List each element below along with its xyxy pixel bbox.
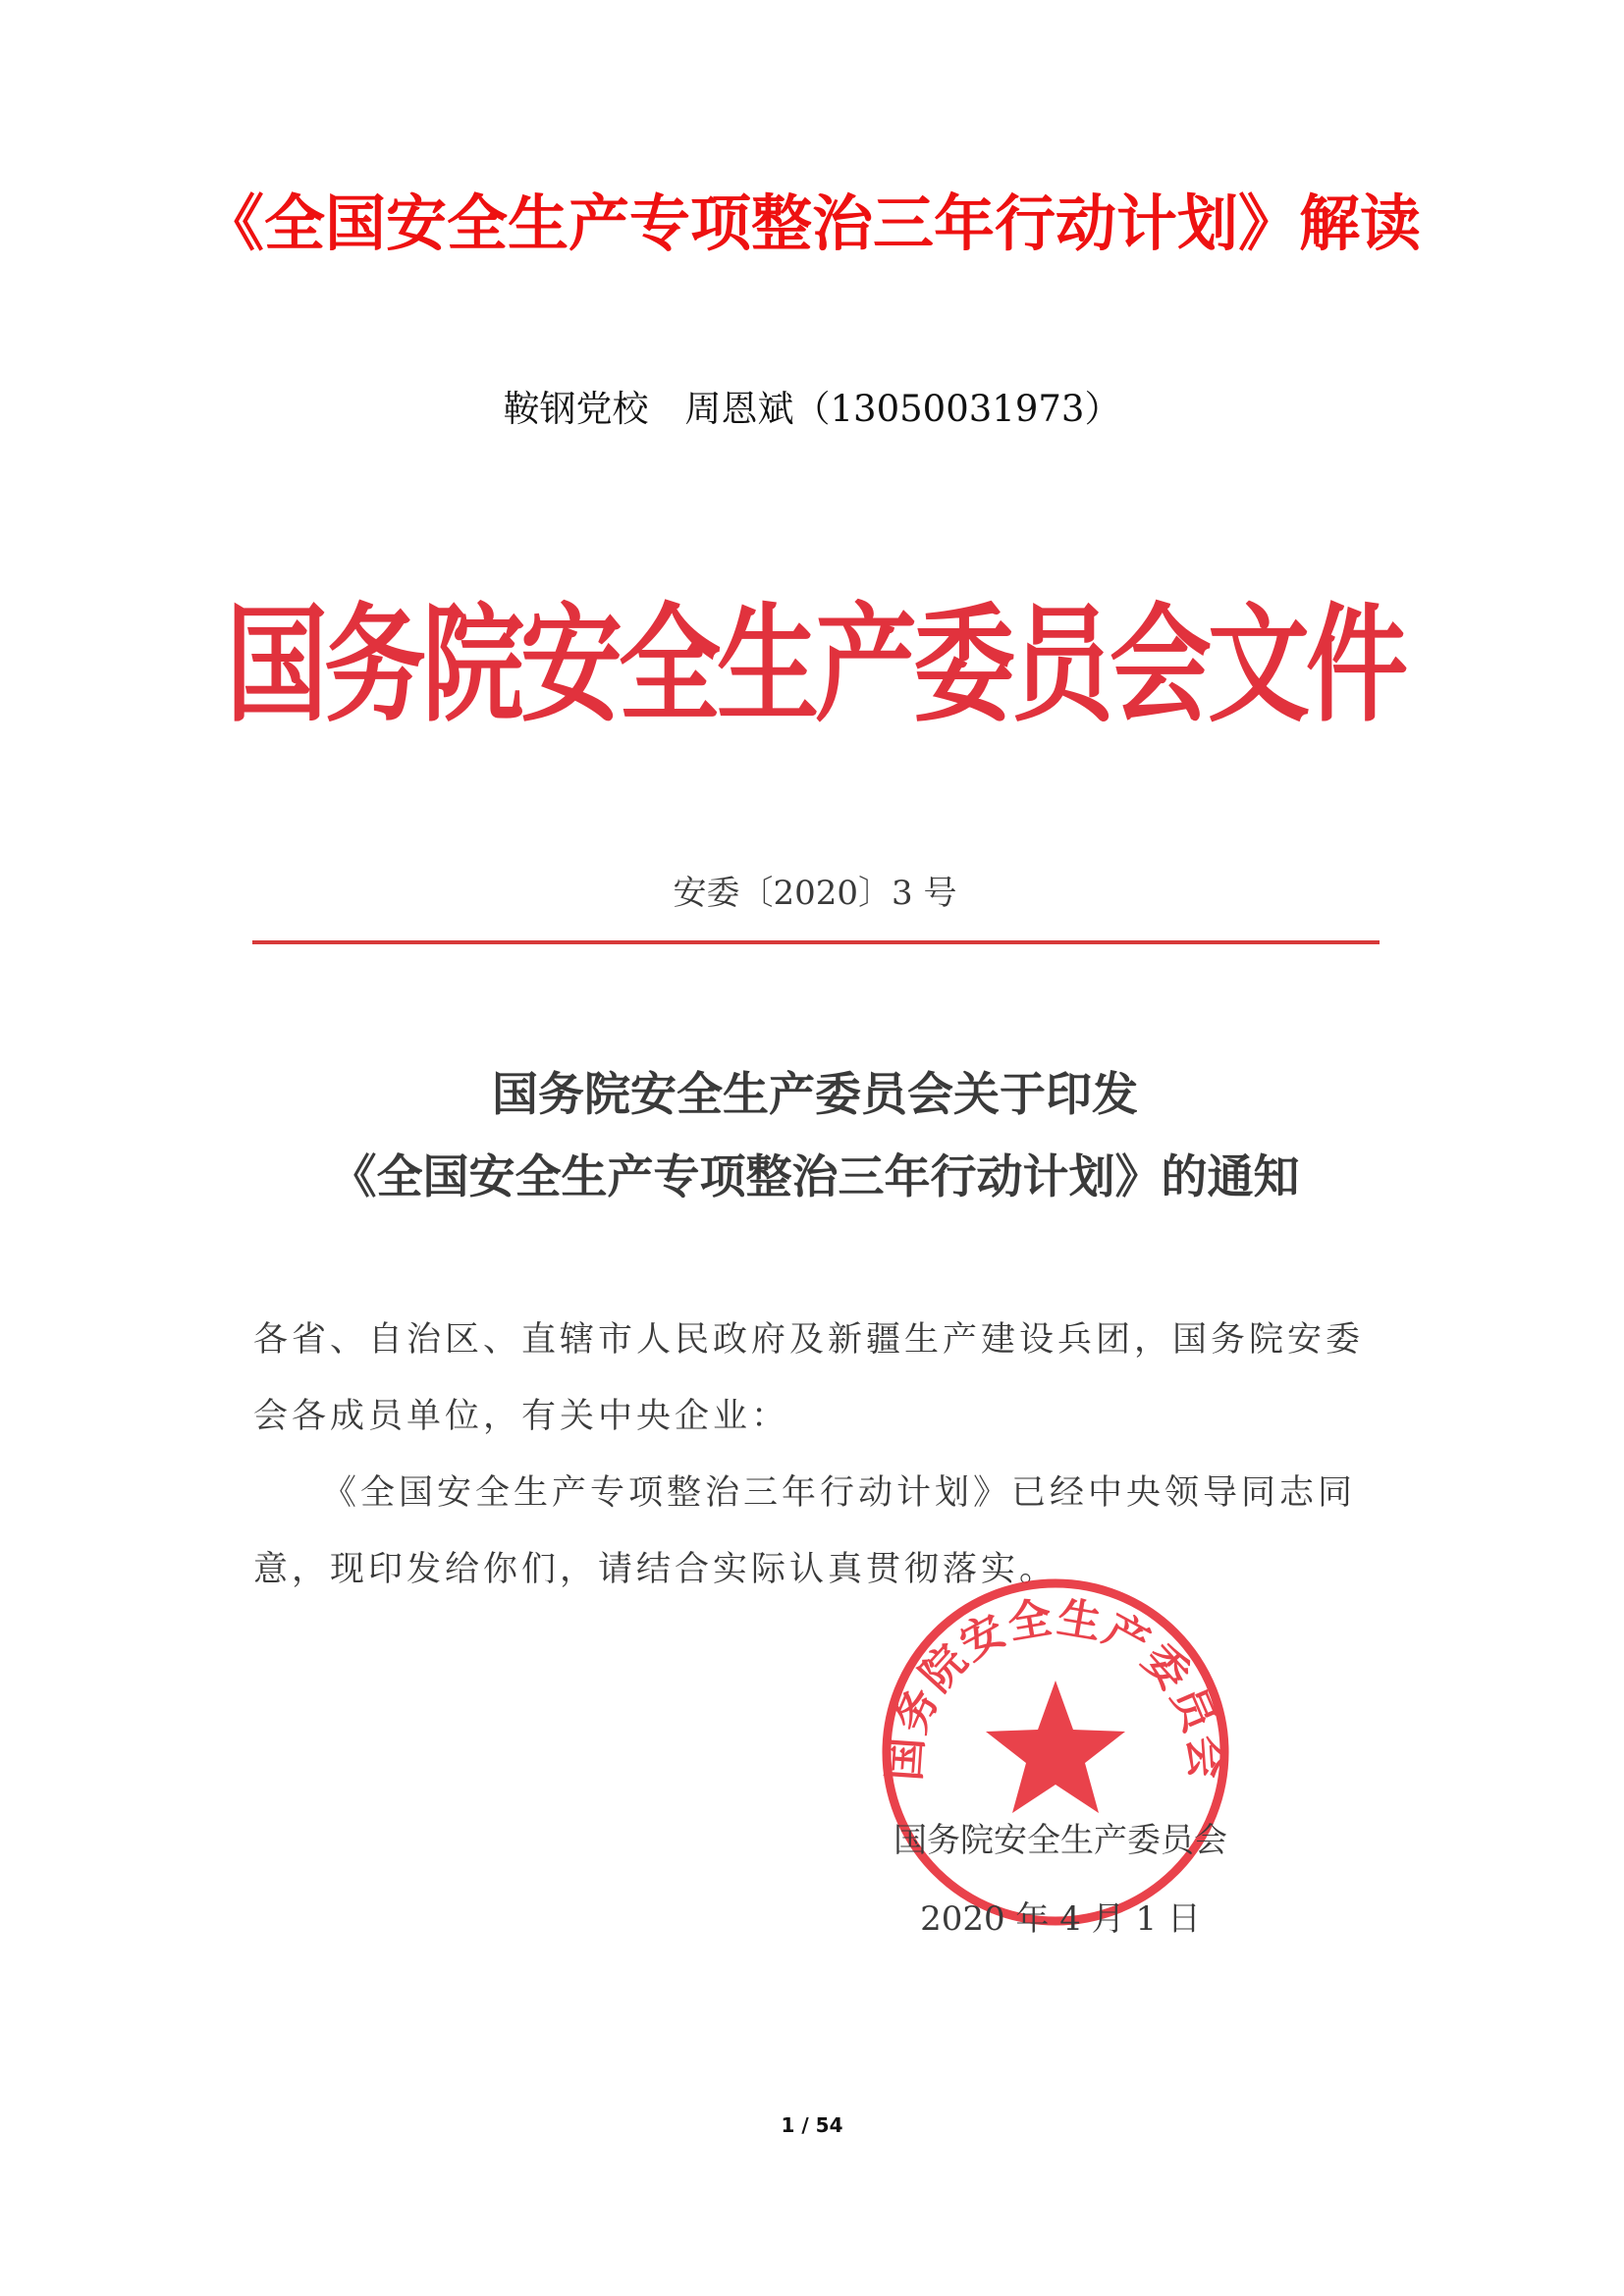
- seal-star-icon: [986, 1681, 1125, 1813]
- author-line: 鞍钢党校 周恩斌（13050031973）: [503, 388, 1121, 430]
- notice-body-line-2: 会各成员单位，有关中央企业：: [253, 1397, 790, 1436]
- letterhead: 国务院安全生产委员会文件: [226, 590, 1405, 740]
- notice-body-line-4: 意，现印发给你们，请结合实际认真贯彻落实。: [253, 1550, 1058, 1589]
- notice-body-line-3: 《全国安全生产专项整治三年行动计划》已经中央领导同志同: [322, 1473, 1357, 1513]
- document-title: 《全国安全生产专项整治三年行动计划》解读: [202, 187, 1421, 259]
- scanned-notice-page: [226, 530, 1404, 2022]
- page-number: 1 / 54: [781, 2113, 843, 2137]
- notice-heading-line-1: 国务院安全生产委员会关于印发: [492, 1068, 1138, 1122]
- signer: 国务院安全生产委员会: [893, 1821, 1227, 1860]
- seal-text: 国务院安全生产委员会: [879, 1592, 1232, 1783]
- document-number: 安委〔2020〕3 号: [673, 874, 957, 913]
- official-seal: [874, 1571, 1237, 1934]
- notice-heading-line-2: 《全国安全生产专项整治三年行动计划》的通知: [330, 1150, 1300, 1204]
- red-divider-line: [252, 940, 1380, 944]
- issue-date: 2020 年 4 月 1 日: [920, 1899, 1201, 1939]
- notice-body-line-1: 各省、自治区、直辖市人民政府及新疆生产建设兵团，国务院安委: [253, 1320, 1365, 1360]
